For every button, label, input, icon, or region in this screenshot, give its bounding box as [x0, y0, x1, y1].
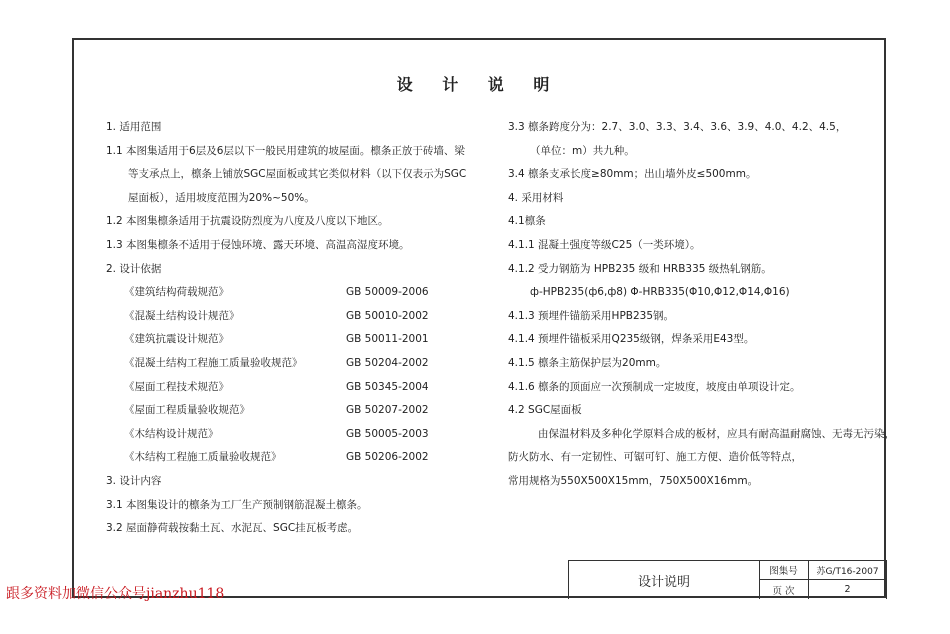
standard-row — [106, 328, 506, 352]
standard-row — [106, 423, 506, 447]
clause: 4.1.1 混凝土强度等级C25（一类环境）。 — [508, 238, 701, 251]
drawing-sheet — [72, 38, 895, 598]
clause: 4.1.6 檩条的顶面应一次预制成一定坡度，坡度由单项设计定。 — [508, 380, 801, 393]
right-column — [508, 116, 895, 494]
standard-code: GB 50345-2004 — [346, 380, 429, 393]
standard-row — [106, 352, 506, 376]
clause-continued: （单位：m）共九种。 — [530, 144, 635, 157]
standard-row — [106, 305, 506, 329]
standard-code: GB 50005-2003 — [346, 427, 429, 440]
title-block-name: 设计说明 — [569, 561, 760, 599]
clause-continued: 防火防水、有一定韧性、可锯可钉、施工方便、造价低等特点， — [508, 451, 802, 464]
clause: 4.1.4 预埋件锚板采用Q235级钢，焊条采用E43型。 — [508, 333, 755, 346]
standard-code: GB 50011-2001 — [346, 333, 429, 346]
atlas-number-label: 图集号 — [759, 561, 809, 580]
section-heading: 1. 适用范围 — [106, 121, 162, 133]
standard-code: GB 50206-2002 — [346, 451, 429, 464]
section-heading: 3. 设计内容 — [106, 474, 162, 487]
section-heading: 2. 设计依据 — [106, 262, 162, 275]
clause: 3.2 屋面静荷载按黏土瓦、水泥瓦、SGC挂瓦板考虑。 — [106, 522, 359, 535]
page-number: 2 — [809, 580, 887, 599]
title-block — [568, 560, 887, 599]
standard-name: 《混凝土结构工程施工质量验收规范》 — [124, 356, 303, 369]
standard-name: 《屋面工程技术规范》 — [124, 380, 229, 393]
standard-code: GB 50207-2002 — [346, 404, 429, 417]
clause: 4.1.5 檩条主筋保护层为20mm。 — [508, 356, 667, 369]
standard-name: 《木结构工程施工质量验收规范》 — [124, 451, 282, 464]
standard-name: 《木结构设计规范》 — [124, 427, 219, 440]
standard-code: GB 50204-2002 — [346, 356, 429, 369]
page-number-label: 页 次 — [759, 580, 809, 599]
atlas-number: 苏G/T16-2007 — [809, 561, 887, 580]
clause: 1.2 本图集檩条适用于抗震设防烈度为八度及八度以下地区。 — [106, 215, 389, 228]
standard-code: GB 50009-2006 — [346, 286, 429, 299]
clause: 1.1 本图集适用于6层及6层以下一般民用建筑的坡屋面。檩条正放于砖墙、梁 — [106, 144, 465, 157]
standard-name: 《建筑结构荷载规范》 — [124, 286, 229, 299]
section-heading: 4. 采用材料 — [508, 191, 564, 204]
clause-continued: 常用规格为550X500X15mm，750X500X16mm。 — [508, 474, 759, 487]
standard-row — [106, 399, 506, 423]
clause: 4.1.3 预埋件锚筋采用HPB235钢。 — [508, 309, 675, 322]
standard-row — [106, 281, 506, 305]
subsection-heading: 4.1檩条 — [508, 215, 546, 228]
standard-row — [106, 446, 506, 470]
standard-name: 《屋面工程质量验收规范》 — [124, 404, 250, 417]
subsection-heading: 4.2 SGC屋面板 — [508, 404, 582, 417]
watermark-text: 跟多资料加微信公众号jianzhu118 — [6, 586, 225, 602]
page-title: 设 计 说 明 — [396, 75, 562, 94]
clause: 4.1.2 受力钢筋为 HPB235 级和 HRB335 级热轧钢筋。 — [508, 262, 772, 275]
standard-name: 《混凝土结构设计规范》 — [124, 309, 240, 322]
clause-continued: 等支承点上，檩条上铺放SGC屋面板或其它类似材料（以下仅表示为SGC — [128, 168, 467, 181]
clause: 3.1 本图集设计的檩条为工厂生产预制钢筋混凝土檩条。 — [106, 498, 368, 511]
clause: 3.4 檩条支承长度≥80mm；出山墙外皮≤500mm。 — [508, 168, 757, 181]
clause: 1.3 本图集檩条不适用于侵蚀环境、露天环境、高温高湿度环境。 — [106, 238, 410, 251]
clause-continued: 屋面板），适用坡度范围为20%~50%。 — [128, 191, 315, 204]
standard-name: 《建筑抗震设计规范》 — [124, 333, 229, 346]
left-column — [106, 116, 506, 541]
standard-row — [106, 376, 506, 400]
standard-code: GB 50010-2002 — [346, 309, 429, 322]
rebar-grades: ф-HPB235(ф6,ф8) Φ-HRB335(Φ10,Φ12,Φ14,Φ16) — [530, 286, 790, 299]
clause: 3.3 檩条跨度分为：2.7、3.0、3.3、3.4、3.6、3.9、4.0、4.2、4.5， — [508, 121, 847, 133]
clause-continued: 由保温材料及多种化学原料合成的板材，应具有耐高温耐腐蚀、无毒无污染， — [538, 427, 895, 440]
